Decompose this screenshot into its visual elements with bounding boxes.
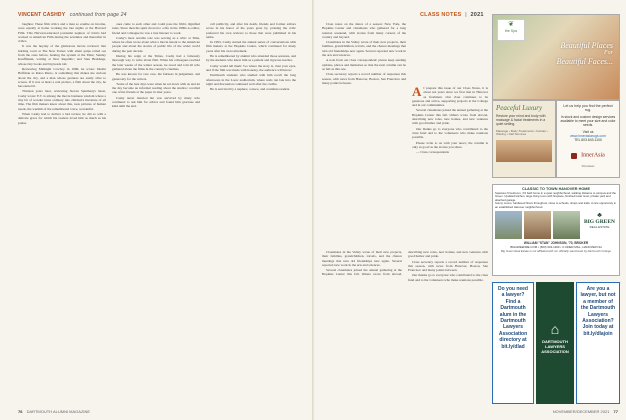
paragraph: A note from our class correspondent: please keep sending updates, photos and memories so that the next column can be as full as this one.	[322, 58, 406, 71]
paragraph: Cashy would tell them: 'Go where the story is, trust your eyes, and if the film was made with honesty, the audience will know.'	[206, 63, 296, 72]
innerasia-ad[interactable]	[556, 100, 620, 178]
spa-logo-box	[497, 19, 525, 41]
ad-text-1: Let us help you find the perfect rug.	[563, 104, 613, 113]
tagline-line-3: Beautiful Faces...	[556, 57, 613, 66]
paragraph: Classmates in the Valley wrote of their new projects, their families, grandchildren, travels, and the chance meetings that turn old friendships new again. Several reported new work in the arts and sciences.	[322, 40, 406, 58]
article-column-3	[206, 22, 296, 404]
house-photo	[524, 211, 551, 239]
column-icon: ⌂	[550, 323, 560, 338]
page-number: 77	[613, 409, 618, 414]
paragraph: call publicity, and after his death, friends and former editors wrote in his honor of the years gone by, praising the critic preferred his own reviews to those that were published in his name.	[206, 22, 296, 39]
lawyer-directory-ad[interactable]	[492, 282, 534, 404]
listing-body: Spacious 5 bedroom, 3.5 bath home in a quiet neighborhood, walking distance to campus and the Green. Updated kitchen, large living room with fireplace, finished lower level, private yard and attached garage.	[495, 191, 616, 202]
notes-column-3	[322, 250, 488, 404]
listing-heading: CLASSIC TO TOWN HANOVER HOME	[522, 187, 590, 191]
paragraph: He is survived by a nephew, a niece, and countless readers.	[210, 87, 291, 92]
paragraph: During his reign at the Times, Cashy had a famously thorough way to write about film. When his colleagues reached the later weeks of the winter season, he stood and told all who gathered about the films in the country's cinemas.	[112, 54, 200, 71]
spa-photo	[496, 140, 552, 162]
page-number: 76	[18, 409, 23, 414]
ad-title: Peaceful Luxury	[496, 104, 543, 112]
website-link[interactable]: www.innerasiarugs.com	[570, 134, 606, 139]
spa-logo-text: the Spa	[504, 29, 518, 33]
join-ad-text: Are you a lawyer, but not a member of the Dartmouth Lawyers Association? Join today at bit.ly/dlajoin	[580, 286, 616, 337]
paragraph: ones came to each other and could pass the film's dignified rules. Since then his spirit moved to a life in the 1980s as editor, friend and colleague he was a true listener to work.	[112, 22, 200, 35]
house-photo	[495, 211, 522, 239]
paragraph: Several classmates joined the annual gathering at the Hopkins Center this fall. Others wrote from abroad, describing new roles, new homes, and new ventures with good humor and pride.	[412, 108, 488, 126]
paragraph: I prepare this issue of our Class Notes, it is about ten years since we first met in Hanover as freshmen. Our class continues to be generous and active, supporting projects at the College and in our communities.	[412, 86, 488, 108]
paragraph: laughter. These film critics and a man so erudite on income, were equally at home working the late nights at the Harvard Film. This Harvard-educated journalist nephew of John's had worked at American Film during the seventies and thereafter in critics.	[18, 22, 106, 44]
issue-date: NOVEMBER/DECEMBER 2021	[552, 409, 610, 414]
class-year: 2021	[470, 12, 484, 18]
paragraph: Cashy never married but was survived by many who continued to ask him for advice and found him gracious and kind until the end.	[112, 95, 200, 109]
continued-label: continued from page 24	[69, 12, 127, 18]
paragraph: Thirteen years later, reviewing Steven Spielberg's latest, Cashy wrote: E.T. is among the movie business wisdom where a tiny bit of wonder turns ordinary into children's literature of all time. The film makers knew about this, took pictures of human needs, the warmth of the remembered voice, wonderful.	[18, 89, 106, 111]
dla-join-ad[interactable]	[576, 282, 620, 404]
author-name: VINCENT CASHDY	[18, 12, 66, 18]
agent-name: WILLIAM "STAN" JOHNSON, '70, BROKER	[523, 241, 589, 246]
brand-sub: REAL ESTATE	[589, 225, 610, 230]
disclaimer: Big Green Real Estate is not affiliated with nor officially sanctioned by Dartmouth College	[501, 249, 611, 254]
real-estate-ad[interactable]	[492, 184, 620, 276]
phone-number: TEL 603.643.1100	[574, 138, 602, 143]
paragraph: He is remembered by alumni who attended those sessions, and by the students who knew him as a patient and rigorous teacher.	[206, 54, 296, 63]
house-photo	[553, 211, 580, 239]
tree-icon: ♣	[597, 211, 602, 220]
article-column-1	[18, 22, 106, 404]
paragraph: He was known for rare care, his fairness in judgement, and generosity for the writers.	[112, 72, 200, 81]
visit-label: Visit us	[582, 130, 594, 135]
innerasia-logo-sub: Khorasan	[581, 164, 595, 169]
brand-name: BIG GREEN	[583, 219, 615, 226]
header-divider: |	[465, 12, 467, 18]
drop-cap: A	[412, 84, 422, 99]
paragraph: 'Some of the best days were when he sat down with us and let the day become an informal reading about the studios,' recalled one of his friends at the paper in later years.	[112, 81, 200, 95]
paragraph: Our thanks go to everyone who contributed to the class fund and to the volunteers who make reunions possible.	[408, 273, 488, 282]
paragraph: Several classmates joined the annual gathering at the Hopkins Center this fall. Others wrote from abroad, describing new roles, new homes, and new ventures with good humor and pride.	[322, 250, 488, 277]
paragraph: Cashy's most notable role was serving as a critic at Time, where he often wrote about what a movie meant to the American people and about the stories of public life of the wider world during the past decade.	[112, 35, 200, 53]
paragraph: Class secretary reports a record number of responses this season, with news from Hanover, Boston, San Francisco and many points between.	[408, 259, 488, 273]
right-footer	[553, 409, 618, 414]
listing-body-2: Sunny rooms, hardwood floors throughout, close to schools, shops and trails. A rare opportunity in an established Hanover neighborhood.	[495, 201, 617, 209]
article-column-2	[112, 22, 200, 404]
author-header	[18, 12, 127, 18]
class-notes-header	[420, 12, 484, 18]
ad-services: Massage • Body Treatments • Facials • Waxing • Nail Services	[496, 128, 548, 137]
dla-line-3: ASSOCIATION	[541, 349, 569, 354]
paragraph: In 1993, Cashy started the annual series of conversations with film makers at the Hopkins Center, which continued for many years after his own retirement.	[206, 40, 296, 53]
paragraph: Our thanks go to everyone who contributed to the class fund and to the volunteers who make reunions possible.	[412, 126, 488, 140]
dla-line-2: LAWYERS	[545, 344, 565, 349]
paragraph: Please write to us with your news; the column is only as good as the stories you share.	[412, 140, 488, 149]
rug-icon	[571, 153, 577, 159]
notes-column-1	[322, 22, 406, 244]
right-page	[314, 0, 626, 420]
paragraph: Class secretary reports a record number of responses this season, with news from Hanover, Boston, San Francisco and many points between.	[322, 72, 406, 85]
paragraph: Reviewing Midnight Cowboy in 1969, he wrote: Dustin Hoffman as Ratso Rizzo, is something that makes me curious about the city, and a man whose gestures are easily alive to screen. If it was at heart a real picture, a film about the city, he has earned it.	[18, 66, 106, 89]
ad-text-2: In stock and custom design services available to meet your size and color needs.	[560, 114, 616, 128]
paragraph: When Cashy had to deliver a bad review, he did so with a delicate grace for which his readers loved him as much as his praise.	[18, 111, 106, 125]
tagline-line-1: Beautiful Places	[560, 41, 613, 50]
paragraph: Class notes on the dance of a season: New York, the Hopkins Center and classmates who gathered for a long reunion weekend, with stories from many corners of the country and beyond.	[322, 22, 406, 39]
spa-ad[interactable]	[492, 14, 620, 100]
agent-contact: BIGGREENRE.COM • (603) 643-1920 • 3 CIDER MILL, HANOVER NH	[510, 245, 602, 250]
paragraph: Dartmouth students who studied with him recall the long afternoons in the Loew auditorium, where reels ran late into the night and discussion continued well after the credits.	[206, 73, 296, 86]
dla-logo-ad	[536, 282, 574, 404]
tagline-line-2: For	[604, 50, 613, 56]
paragraph: It was the heyday of the glamorous movie reviewer that holding court at The New Yorker with silent quips rolled out from the ones before, beating the system at the Time; Stanley Kauffmann, writing at New Republic; and Stan Brakhage, whose tiny books and big heads tall.	[18, 44, 106, 66]
left-footer	[18, 409, 90, 414]
directory-ad-text: Do you need a lawyer? Find a Dartmouth alum in the Dartmouth Lawyers Association directory at bit.ly/dlad	[497, 286, 528, 350]
ad-body: Restore your mind and body with massage & facial treatments in a quiet setting.	[496, 114, 546, 127]
spa-tagline	[557, 41, 613, 66]
magazine-name: DARTMOUTH ALUMNI MAGAZINE	[26, 409, 91, 414]
brand-logo	[582, 211, 617, 239]
notes-column-2	[412, 22, 488, 244]
paragraph: Classmates in the Valley wrote of their new projects, their families, grandchildren, travels, and the chance meetings that turn old friendships new again. Several reported new work in the arts and sciences.	[322, 250, 402, 267]
section-title: CLASS NOTES	[420, 12, 462, 18]
leaf-icon: ❦	[508, 20, 514, 28]
dla-line-1: DARTMOUTH	[542, 339, 568, 344]
innerasia-logo: InnerAsia	[581, 152, 605, 159]
peaceful-luxury-ad[interactable]	[492, 100, 556, 178]
paragraph: — Class correspondents	[416, 150, 449, 155]
